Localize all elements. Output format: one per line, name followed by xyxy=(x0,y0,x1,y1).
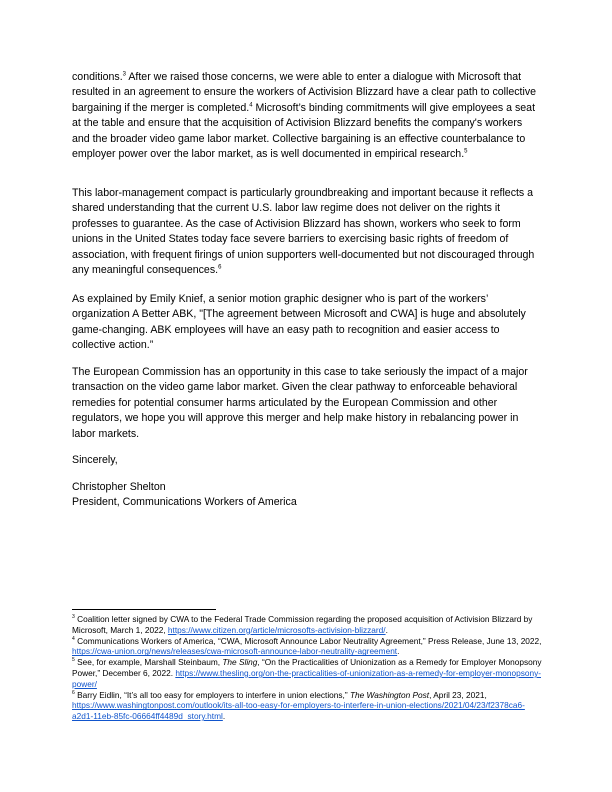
text-run: . xyxy=(397,646,400,657)
text-run: This labor-management compact is particularly groundbreaking and important because it reflects a shared understanding that the current U.S. labor law regime does not deliver on the rights it professes to guarantee. As the case of Activision Blizzard has shown, workers who seek to form unions in the United States today face severe barriers to exercising basic rights of freedom of association, with frequent firings of union supporters well-documented but not discouraged through any meaningful consequences. xyxy=(72,187,535,277)
footnote-marker: 5 xyxy=(464,148,468,155)
body-paragraph-3 xyxy=(72,292,542,354)
paragraph-text xyxy=(72,186,542,278)
text-run: , “On the Practicalities of Unionization as a Remedy for Employer Monopsony Power,” December 6, 2022. xyxy=(72,657,542,678)
closing-text: Sincerely, xyxy=(72,454,118,466)
footnote-separator xyxy=(72,609,216,610)
text-run: See, for example, Marshall Steinbaum, xyxy=(74,657,223,668)
footnote-3 xyxy=(72,614,544,636)
closing xyxy=(72,453,542,468)
signatory-title: President, Communications Workers of America xyxy=(72,496,297,509)
footnote-marker: 6 xyxy=(72,689,75,696)
footnote-link[interactable]: https://www.citizen.org/article/microsofts-activision-blizzard/ xyxy=(167,624,386,635)
text-run: After we raised those concerns, we were able to enter a dialogue with Microsoft that resulted in an agreement to ensure the workers of Activision Blizzard have a clear path to collective bargaining if the merger is completed. xyxy=(72,71,537,114)
body-paragraph-4 xyxy=(72,365,542,442)
text-run: Microsoft’s binding commitments will give employees a seat at the table and ensure that the acquisition of Activision Blizzard benefits the company's workers and the broader video game labor market. Collective bargaining is an effective counterbalance to employer power over the labor market, as is well documented in empirical research. xyxy=(72,101,536,161)
footnote-marker: 4 xyxy=(72,635,75,642)
footnote-marker: 5 xyxy=(72,657,75,664)
footnote-marker: 3 xyxy=(122,71,126,78)
footnote-marker: 3 xyxy=(72,614,75,621)
text-run: Barry Eidlin, “It’s all too easy for employers to interfere in union elections,” xyxy=(74,689,350,700)
paragraph-text xyxy=(72,292,542,354)
text-run: As explained by Emily Knief, a senior motion graphic designer who is part of the workers’ organization A Better ABK, "[The agreement between Microsoft and CWA] is huge and absolutely game-changing. ABK employees will have an easy path to recognition and easier access to collective action.” xyxy=(72,293,526,352)
footnote-6 xyxy=(72,690,544,722)
text-run: . xyxy=(385,624,388,635)
footnote-marker: 4 xyxy=(249,102,253,109)
body-paragraph-1 xyxy=(72,70,542,162)
footnotes xyxy=(72,614,544,722)
text-run: Communications Workers of America, “CWA, Microsoft Announce Labor Neutrality Agreement,” Press Release, June 13, 2022, xyxy=(74,635,542,646)
signatory-name: Christopher Shelton xyxy=(72,481,166,493)
footnote-5 xyxy=(72,657,544,689)
footnote-link[interactable]: https://www.washingtonpost.com/outlook/its-all-too-easy-for-employers-to-interfere-in-union-elections/2021/04/23/f2378ca6-a2d1-11eb-85fc-06664ff4489d_story.html xyxy=(72,700,525,722)
footnote-4 xyxy=(72,636,544,658)
paragraph-text xyxy=(72,70,542,162)
footnote-marker: 6 xyxy=(218,264,222,271)
paragraph-text xyxy=(72,365,542,442)
footnote-link[interactable]: https://cwa-union.org/news/releases/cwa-microsoft-announce-labor-neutrality-agreement xyxy=(72,646,398,657)
body-paragraph-2 xyxy=(72,186,542,278)
text-run: , April 23, 2021, xyxy=(429,689,487,700)
italic-title: The Washington Post xyxy=(349,689,430,700)
text-run: The European Commission has an opportunity in this case to take seriously the impact of a major transaction on the video game labor market. Given the clear pathway to enforceable behavioral remedies for potential consumer harms articulated by the European Commission and other regulators, we hope you will approve this merger and help make history in rebalancing power in labor markets. xyxy=(72,366,528,440)
italic-title: The Sling xyxy=(222,657,258,668)
signature-block xyxy=(72,480,542,511)
text-run: . xyxy=(222,711,226,722)
footnote-link[interactable]: https://www.thesling.org/on-the-practicalities-of-unionization-as-a-remedy-for-employer-monopsony-power/ xyxy=(72,667,541,689)
text-run: Coalition letter signed by CWA to the Federal Trade Commission regarding the proposed acquisition of Activision Blizzard by Microsoft, March 1, 2022, xyxy=(72,614,533,635)
text-run: conditions. xyxy=(72,71,123,83)
